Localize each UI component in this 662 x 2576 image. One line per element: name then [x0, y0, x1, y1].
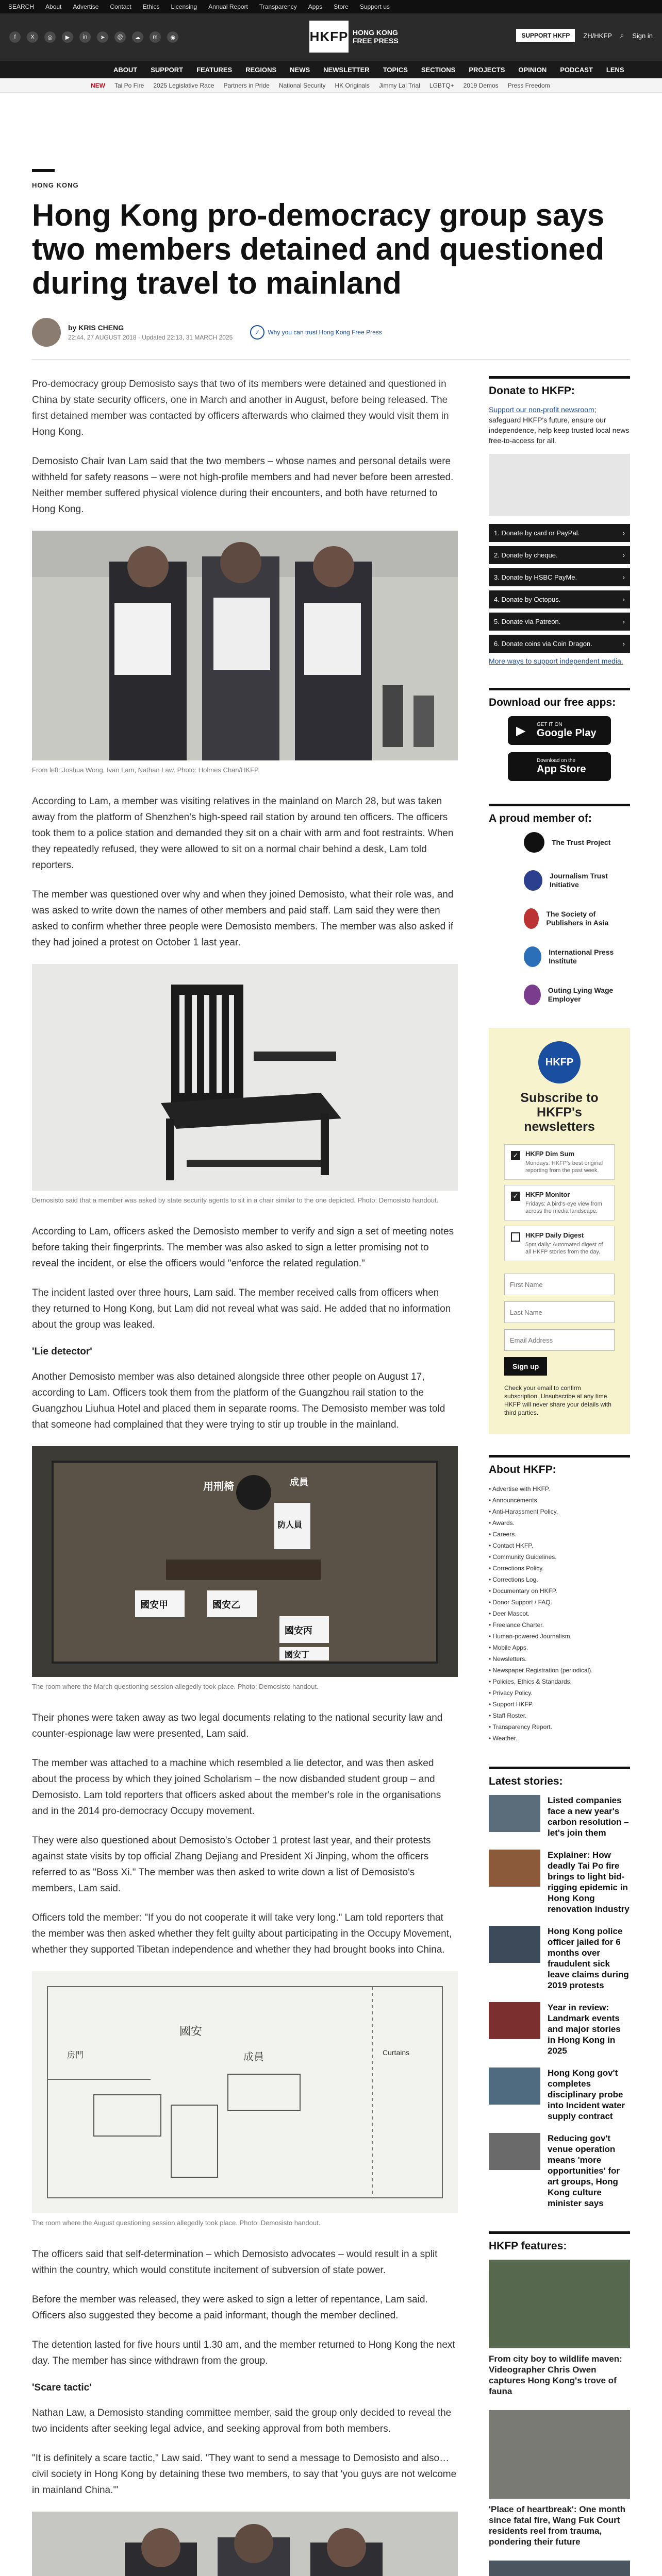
donate-option-payme[interactable]: [489, 568, 630, 586]
article-paragraph: According to Lam, a member was visiting relatives in the mainland on March 28, but was taken away from the platform of Shenzhen's high-speed rail station by around ten officers. The officers took them to a police station and demanded they sit on a chair with arm and foot restraints. When they repeatedly refused, they were allowed to sit on a normal chair behind a desk, Lam told reporters.: [32, 796, 454, 871]
article-photo-march-room: [32, 1446, 458, 1677]
member-jti[interactable]: [489, 870, 630, 891]
latest-thumbnail: [489, 2067, 540, 2105]
content-layout: [0, 376, 662, 2576]
sub-nav-item[interactable]: Press Freedom: [507, 81, 550, 89]
facebook-icon[interactable]: f: [9, 31, 21, 43]
photo-caption: The room where the August questioning session allegedly took place. Photo: Demosisto handout.: [32, 2219, 321, 2227]
nav-regions[interactable]: REGIONS: [245, 65, 277, 74]
section-subhead: 'Lie detector': [32, 1346, 92, 1357]
newsletter-option[interactable]: [504, 1226, 615, 1261]
about-link[interactable]: • Deer Mascot.: [489, 1608, 630, 1619]
utility-link-ethics[interactable]: Ethics: [142, 3, 160, 10]
member-name: The Society of Publishers in Asia: [546, 910, 609, 927]
newsletter-checkbox[interactable]: ✓: [511, 1151, 520, 1160]
newsletter-option-desc: 5pm daily: Automated digest of all HKFP stories from the day.: [525, 1242, 603, 1255]
member-name: Outing Lying Wage Employer: [548, 986, 614, 1003]
mastodon-icon[interactable]: m: [150, 31, 161, 43]
ipi-logo: [524, 946, 541, 967]
about-link[interactable]: • Contact HKFP.: [489, 1540, 630, 1551]
donate-banner-image: [489, 454, 630, 516]
google-play-icon: ▶: [516, 724, 526, 738]
utility-link-transparency[interactable]: Transparency: [259, 3, 297, 10]
newsletter-logo: HKFP: [538, 1041, 581, 1083]
photo-caption: From left: Joshua Wong, Ivan Lam, Nathan Law. Photo: Holmes Chan/HKFP.: [32, 766, 260, 774]
donate-intro-text: ; safeguard HKFP's future, ensure our independence, help keep trusted local news free-to-access for all.: [489, 405, 630, 445]
app-store-button[interactable]: [508, 752, 611, 781]
about-link[interactable]: • Advertise with HKFP.: [489, 1483, 630, 1495]
article-paragraph: The member was attached to a machine which resembled a lie detector, and was then asked about the process by which they joined Scholarism – the now disbanded student group – and Demosisto. Lam told reporters that officers asked about the member's role in the organisations and in the 2014 pro-democracy Occupy movement.: [32, 1758, 441, 1817]
rss-icon[interactable]: ◉: [167, 31, 178, 43]
nav-topics[interactable]: TOPICS: [383, 65, 408, 74]
members-widget: [489, 804, 630, 1005]
nav-lens[interactable]: LENS: [606, 65, 624, 74]
support-button[interactable]: SUPPORT HKFP: [516, 29, 575, 42]
donate-option-card[interactable]: [489, 524, 630, 542]
article-paragraph: "It is definitely a scare tactic," Law said. "They want to send a message to Demosisto and also… civil society in Hong Kong by detaining these two members, to say that 'you guys are not welcome in mainland China.'": [32, 2453, 457, 2496]
latest-story[interactable]: [489, 1850, 630, 1914]
trust-link[interactable]: [250, 325, 382, 340]
nav-opinion[interactable]: OPINION: [518, 65, 547, 74]
diagram-label: 國安丙: [285, 1625, 312, 1636]
article-kicker[interactable]: HONG KONG: [32, 181, 79, 189]
donate-option-label: 2. Donate by cheque.: [494, 551, 558, 559]
byline-prefix: by: [68, 324, 77, 332]
author-avatar: [32, 318, 61, 347]
utility-bar: [0, 0, 662, 13]
utility-link-advertise[interactable]: Advertise: [73, 3, 99, 10]
app-store-label: App Store: [537, 764, 586, 775]
about-link[interactable]: • Donor Support / FAQ.: [489, 1597, 630, 1608]
twitter-icon[interactable]: X: [27, 31, 38, 43]
first-name-field[interactable]: [504, 1274, 615, 1295]
donate-option-label: 6. Donate coins via Coin Dragon.: [494, 640, 592, 648]
about-link[interactable]: • Awards.: [489, 1517, 630, 1529]
donate-option-label: 1. Donate by card or PayPal.: [494, 529, 580, 537]
press-conference-image: [32, 531, 458, 760]
donate-option-coin-dragon[interactable]: [489, 635, 630, 653]
search-link[interactable]: SEARCH: [8, 3, 35, 10]
donate-text: [489, 404, 630, 446]
latest-story-title[interactable]: Hong Kong gov't completes disciplinary probe into Incident water supply contract: [548, 2068, 625, 2121]
article-photo-restraint-chair: [32, 964, 458, 1191]
app-store-top: Download on the: [537, 758, 576, 764]
email-field[interactable]: [504, 1329, 615, 1351]
chevron-right-icon: ›: [622, 573, 625, 581]
latest-thumbnail: [489, 1850, 540, 1887]
social-icons: [9, 31, 178, 43]
article-photo-august-room: [32, 1971, 458, 2213]
google-play-top: GET IT ON: [537, 722, 562, 727]
diagram-label: 用刑椅: [203, 1481, 234, 1493]
bluesky-icon[interactable]: ☁: [132, 31, 143, 43]
last-name-field[interactable]: [504, 1301, 615, 1323]
chevron-right-icon: ›: [622, 618, 625, 625]
diagram-label: 國安: [179, 2025, 203, 2038]
about-link[interactable]: • Privacy Policy.: [489, 1687, 630, 1699]
hkfp-logo[interactable]: [309, 21, 399, 53]
member-trust-project[interactable]: [489, 832, 630, 853]
sub-nav-item[interactable]: LGBTQ+: [429, 81, 454, 89]
byline-dates: 22:44, 27 AUGUST 2018 · Updated 22:13, 31 MARCH 2025: [68, 334, 233, 341]
article-paragraph: Demosisto Chair Ivan Lam said that the two members – whose names and personal details were withheld for safety reasons – were not high-profile members and had never before been arrested. Neither member suffered physical violence during their encounters, and both have returned to Hong Kong.: [32, 456, 454, 515]
utility-link-contact[interactable]: Contact: [110, 3, 131, 10]
latest-thumbnail: [489, 2002, 540, 2039]
article-paragraph: Another Demosisto member was also detained alongside three other people on August 17, according to Lam. Officers took them from the platform of the Guangzhou rail station to the Guangzhou Liuhua Hotel and placed them in separate rooms. The Demosisto member was told that someone had complained that they were trying to stir up trouble in the mainland.: [32, 1371, 445, 1430]
feature-image: [489, 2561, 630, 2576]
diagram-label: Curtains: [383, 2048, 410, 2057]
donate-widget: [489, 376, 630, 665]
newsletter-checkbox[interactable]: [511, 1232, 520, 1242]
latest-story[interactable]: [489, 2002, 630, 2056]
more-ways-link[interactable]: More ways to support independent media.: [489, 657, 623, 665]
feature-story-title[interactable]: 'Place of heartbreak': One month since fatal fire, Wang Fuk Court residents reel from trauma, pondering their future: [489, 2504, 626, 2547]
article-paragraph: Pro-democracy group Demosisto says that two of its members were detained and questioned in China by state security officers, one in March and another in August, before being released. The first detained member was contacted by officers afterwards who claimed they would visit them in Hong Kong.: [32, 379, 449, 437]
about-links: [489, 1483, 630, 1744]
about-link[interactable]: • Newsletters.: [489, 1653, 630, 1665]
bottom-press-image: [32, 2512, 458, 2576]
latest-story[interactable]: [489, 1795, 630, 1838]
masthead: [0, 13, 662, 61]
chevron-right-icon: ›: [622, 529, 625, 537]
article-paragraph: Their phones were taken away as two legal documents relating to the national security law and counter-espionage law were presented, Lam said.: [32, 1713, 443, 1739]
newsletter-note: Check your email to confirm subscription. Unsubscribe at any time. HKFP will never share your details with third parties.: [504, 1384, 611, 1416]
sub-nav-new-label: NEW: [91, 81, 105, 89]
newsletter-title: Subscribe to HKFP's newsletters: [520, 1091, 599, 1134]
latest-story-title[interactable]: Reducing gov't venue operation means 'more opportunities' for art groups, Hong Kong culture minister says: [548, 2133, 620, 2208]
march-room-diagram: [32, 1446, 458, 1677]
article-paragraph: The detention lasted for five hours until 1.30 am, and the member returned to Hong Kong the next day. The member has since withdrawn from the group.: [32, 2340, 455, 2366]
sub-nav-item[interactable]: 2019 Demos: [463, 81, 499, 89]
nav-projects[interactable]: PROJECTS: [469, 65, 505, 74]
latest-thumbnail: [489, 1795, 540, 1832]
signin-link[interactable]: Sign in: [632, 31, 653, 40]
article-paragraph: Nathan Law, a Demosisto standing committee member, said the group only decided to reveal the two incidents after seeking legal advice, and seeking approval from both members.: [32, 2408, 452, 2434]
donate-heading: Donate to HKFP:: [489, 385, 575, 397]
nav-features[interactable]: FEATURES: [196, 65, 233, 74]
photo-caption: The room where the March questioning session allegedly took place. Photo: Demosisto handout.: [32, 1683, 319, 1690]
sub-nav-item[interactable]: Partners in Pride: [223, 81, 270, 89]
byline: [32, 318, 630, 360]
chevron-right-icon: ›: [622, 551, 625, 559]
utility-link-annual-report[interactable]: Annual Report: [208, 3, 248, 10]
latest-thumbnail: [489, 2133, 540, 2170]
latest-widget: [489, 1767, 630, 2209]
about-link[interactable]: • Human-powered Journalism.: [489, 1631, 630, 1642]
instagram-icon[interactable]: ◎: [44, 31, 56, 43]
nav-sections[interactable]: SECTIONS: [421, 65, 456, 74]
diagram-label: 成員: [290, 1477, 308, 1487]
utility-link-apps[interactable]: Apps: [308, 3, 323, 10]
about-link[interactable]: • Staff Roster.: [489, 1710, 630, 1721]
apps-heading: Download our free apps:: [489, 697, 616, 708]
about-link[interactable]: • Freelance Charter.: [489, 1619, 630, 1631]
member-sopa[interactable]: [489, 908, 630, 929]
apps-widget: [489, 688, 630, 781]
article-photo-press-conference: [32, 531, 458, 760]
sub-nav-item[interactable]: HK Originals: [335, 81, 370, 89]
donate-option-cheque[interactable]: [489, 546, 630, 564]
article-paragraph: Before the member was released, they were asked to sign a letter of repentance, Lam said. Officers also suggested they become a paid informant, though the member declined.: [32, 2294, 428, 2321]
about-link[interactable]: • Anti-Harassment Policy.: [489, 1506, 630, 1517]
sub-nav-item[interactable]: National Security: [278, 81, 326, 89]
diagram-label: 國安丁: [285, 1651, 310, 1659]
diagram-label: 房門: [67, 2051, 84, 2060]
trust-badge-icon: ✓: [250, 325, 264, 340]
diagram-label: 成員: [243, 2052, 264, 2063]
sub-nav-item[interactable]: Tai Po Fire: [114, 81, 144, 89]
restraint-chair-image: [32, 964, 458, 1191]
main-nav: [0, 61, 662, 78]
latest-story-title[interactable]: Explainer: How deadly Tai Po fire brings to light bid-rigging epidemic in Hong Kong renovation industry: [548, 1850, 630, 1914]
latest-story[interactable]: [489, 2133, 630, 2209]
telegram-icon[interactable]: ➤: [97, 31, 108, 43]
diagram-label: 國安甲: [140, 1600, 168, 1610]
member-living-wage[interactable]: [489, 985, 630, 1005]
feature-image: [489, 2260, 630, 2348]
latest-story-title[interactable]: Hong Kong police officer jailed for 6 months over fraudulent sick leave claims during 2019 protests: [548, 1926, 629, 1990]
feature-story-title[interactable]: From city boy to wildlife maven: Videographer Chris Owen captures Hong Kong's trove of fauna: [489, 2354, 622, 2396]
article-paragraph: The member was questioned over why and when they joined Demosisto, what their role was, and was asked to write down the names of other members and paid staff. Lam said they were then asked to confirm whether three people were Demosisto members. The member was also asked if they had joined a protest on October 1 last year.: [32, 889, 454, 948]
utility-link-about[interactable]: About: [45, 3, 62, 10]
nav-newsletter[interactable]: NEWSLETTER: [323, 65, 370, 74]
article-paragraph: The incident lasted over three hours, Lam said. The member received calls from officers when they returned to Hong Kong, but Lam did not reveal what was said. He added that no information about the group was leaked.: [32, 1287, 451, 1330]
newsletter-option-desc: Mondays: HKFP's best original reporting from the past week.: [525, 1160, 603, 1174]
latest-story[interactable]: [489, 1926, 630, 1991]
donate-option-label: 3. Donate by HSBC PayMe.: [494, 573, 577, 581]
photo-caption: Demosisto said that a member was asked by state security agents to sit in a chair similar to the one depicted. Photo: Demosisto handout.: [32, 1196, 439, 1204]
about-link[interactable]: • Policies, Ethics & Standards.: [489, 1676, 630, 1687]
article-paragraph: The officers said that self-determination – which Demosisto advocates – would result in a split within the country, which would constitute incitement of subversion of state power.: [32, 2249, 438, 2276]
living-wage-logo: [524, 985, 541, 1005]
newsletter-option-title: HKFP Monitor: [525, 1191, 570, 1198]
logo-wordmark: [353, 28, 399, 45]
feature-image: [489, 2410, 630, 2499]
feature-story[interactable]: [489, 2561, 630, 2576]
newsletter-option-title: HKFP Dim Sum: [525, 1150, 575, 1158]
trust-label: Why you can trust Hong Kong Free Press: [268, 329, 382, 336]
utility-link-licensing[interactable]: Licensing: [171, 3, 197, 10]
about-link[interactable]: • Transparency Report.: [489, 1721, 630, 1733]
nav-podcast[interactable]: PODCAST: [560, 65, 593, 74]
member-name: Journalism Trust Initiative: [549, 872, 608, 889]
nav-news[interactable]: NEWS: [290, 65, 310, 74]
jti-logo: [524, 870, 542, 891]
about-link[interactable]: • Community Guidelines.: [489, 1551, 630, 1563]
about-heading: About HKFP:: [489, 1464, 556, 1476]
about-link[interactable]: • Corrections Log.: [489, 1574, 630, 1585]
sub-nav-item[interactable]: Jimmy Lai Trial: [378, 81, 420, 89]
member-name: International Press Institute: [549, 948, 614, 965]
about-link[interactable]: • Careers.: [489, 1529, 630, 1540]
features-heading: HKFP features:: [489, 2240, 567, 2252]
about-link[interactable]: • Mobile Apps.: [489, 1642, 630, 1653]
chevron-right-icon: ›: [622, 640, 625, 648]
logo-mark: HKFP: [309, 21, 349, 53]
donate-option-octopus[interactable]: [489, 590, 630, 608]
about-link[interactable]: • Corrections Policy.: [489, 1563, 630, 1574]
sub-nav: [0, 78, 662, 93]
newsletter-checkbox[interactable]: ✓: [511, 1192, 520, 1201]
latest-story-title[interactable]: Year in review: Landmark events and major stories in Hong Kong in 2025: [548, 2003, 621, 2056]
linkedin-icon[interactable]: in: [79, 31, 91, 43]
newsletter-option-title: HKFP Daily Digest: [525, 1231, 584, 1239]
article-paragraph: They were also questioned about Demosisto's October 1 protest last year, and their protests against state visits by top official Zhang Dejiang and President Xi Jinping, whom the officers referred to as "Boss Xi." The member was then asked to write down a list of Demosisto's members, Lam said.: [32, 1835, 431, 1894]
sopa-logo: [524, 908, 539, 929]
article-photo-bottom: [32, 2512, 458, 2576]
trust-project-logo: [524, 832, 544, 853]
masthead-actions: [516, 29, 653, 42]
headline-rule: [32, 169, 55, 172]
section-subhead: 'Scare tactic': [32, 2382, 92, 2393]
feature-story[interactable]: [489, 2410, 630, 2547]
latest-story-title[interactable]: Listed companies face a new year's carbon resolution – let's join them: [548, 1795, 629, 1838]
donate-option-patreon[interactable]: [489, 613, 630, 631]
article-paragraph: Officers told the member: "If you do not cooperate it will take very long." Lam told reporters that the member was then asked whether they felt guilty about participating in the Occupy Movement, whether they supported Tibetan independence and whether they had brought books into China.: [32, 1912, 452, 1955]
about-link[interactable]: • Support HKFP.: [489, 1699, 630, 1710]
sub-nav-item[interactable]: 2025 Legislative Race: [153, 81, 214, 89]
about-link[interactable]: • Weather.: [489, 1733, 630, 1744]
language-link[interactable]: ZH/HKFP: [583, 31, 612, 40]
search-icon[interactable]: ⌕: [620, 31, 624, 39]
article-paragraph: According to Lam, officers asked the Demosisto member to verify and sign a set of meeting notes before taking their fingerprints. The member was also asked to sign a letter promising not to reveal the incident, or else the officers would "enforce the related regulation.": [32, 1226, 454, 1269]
latest-heading: Latest stories:: [489, 1775, 563, 1787]
donate-option-label: 4. Donate by Octopus.: [494, 596, 561, 603]
chevron-right-icon: ›: [622, 596, 625, 603]
threads-icon[interactable]: @: [114, 31, 126, 43]
logo-line-2: FREE PRESS: [353, 37, 399, 45]
about-link[interactable]: • Documentary on HKFP.: [489, 1585, 630, 1597]
diagram-label: 國安乙: [212, 1600, 240, 1610]
newsletter-option[interactable]: [504, 1144, 615, 1180]
about-widget: [489, 1455, 630, 1744]
latest-thumbnail: [489, 1926, 540, 1963]
member-name: The Trust Project: [552, 838, 611, 846]
about-link[interactable]: • Newspaper Registration (periodical).: [489, 1665, 630, 1676]
utility-link-store[interactable]: Store: [334, 3, 349, 10]
donate-intro-link[interactable]: Support our non-profit newsroom: [489, 405, 594, 414]
byline-author[interactable]: [68, 324, 233, 332]
article-headline: Hong Kong pro-democracy group says two members detained and questioned during travel to mainland: [32, 198, 605, 300]
nav-support[interactable]: SUPPORT: [151, 65, 184, 74]
newsletter-widget: [489, 1028, 630, 1434]
byline-text: [68, 324, 233, 341]
feature-story[interactable]: [489, 2260, 630, 2397]
august-room-sketch: [32, 1971, 458, 2213]
features-widget: [489, 2231, 630, 2576]
sidebar: [489, 376, 630, 2576]
signup-button[interactable]: Sign up: [504, 1357, 547, 1376]
members-heading: A proud member of:: [489, 812, 592, 824]
about-link[interactable]: • Announcements.: [489, 1495, 630, 1506]
google-play-label: Google Play: [537, 727, 597, 739]
logo-line-1: HONG KONG: [353, 28, 398, 37]
utility-link-support[interactable]: Support us: [359, 3, 390, 10]
article-body: [32, 376, 458, 2576]
author-name[interactable]: KRIS CHENG: [78, 324, 124, 332]
diagram-label: 防人員: [277, 1521, 303, 1530]
newsletter-option[interactable]: [504, 1185, 615, 1221]
newsletter-option-desc: Fridays: A bird's-eye view from across the media landscape.: [525, 1201, 602, 1214]
member-ipi[interactable]: [489, 946, 630, 967]
latest-story[interactable]: [489, 2067, 630, 2122]
donate-option-label: 5. Donate via Patreon.: [494, 618, 561, 625]
nav-about[interactable]: ABOUT: [113, 65, 138, 74]
google-play-button[interactable]: [508, 716, 611, 745]
youtube-icon[interactable]: ▶: [62, 31, 73, 43]
